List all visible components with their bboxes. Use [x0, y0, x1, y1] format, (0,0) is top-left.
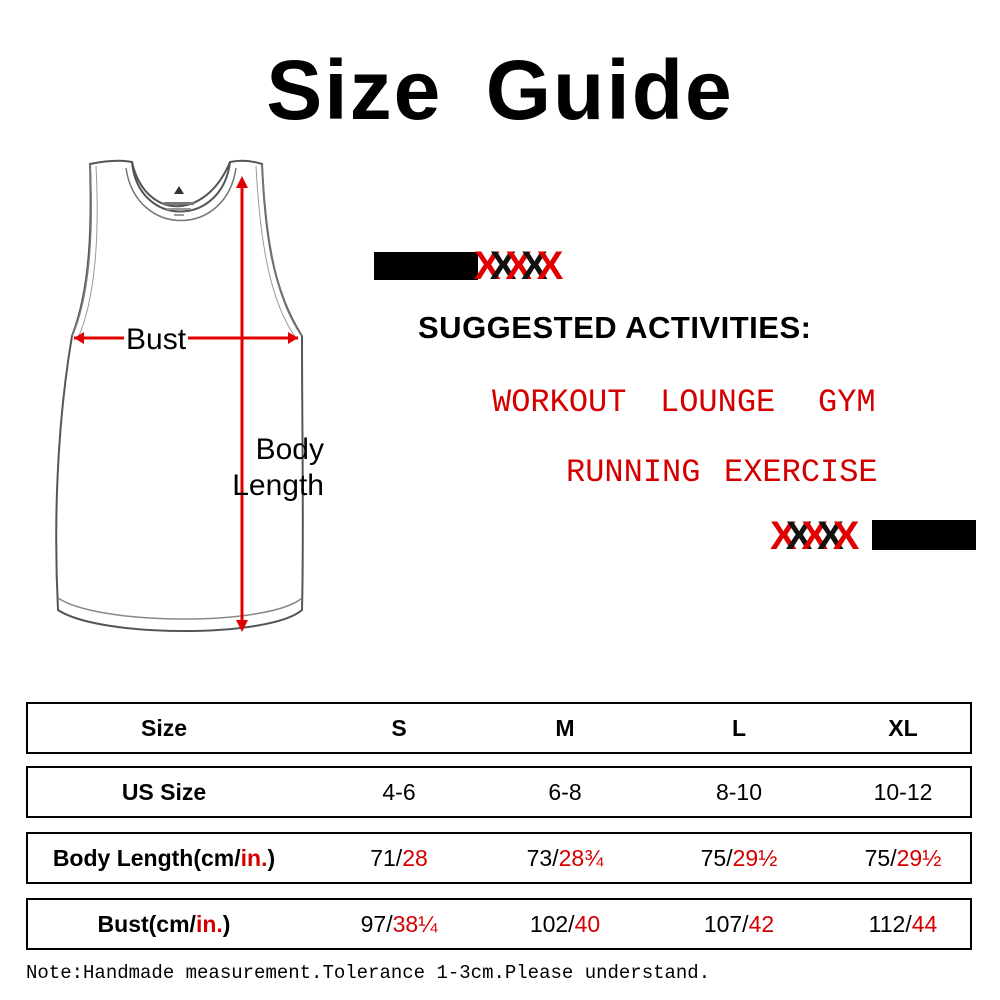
activity-running: RUNNING — [566, 454, 701, 491]
black-bar — [872, 520, 976, 550]
tank-top-drawing — [40, 150, 330, 660]
cm-value: 75/ — [864, 844, 897, 871]
us-size-s: 4-6 — [382, 778, 416, 805]
cm-value: 97/ — [360, 910, 393, 937]
cm-value: 71/ — [370, 844, 403, 871]
body-length-label-line1: Body — [255, 433, 324, 466]
us-size-label: US Size — [121, 778, 207, 805]
activity-exercise: EXERCISE — [724, 454, 878, 491]
in-value: 28 — [402, 844, 428, 871]
cm-value: 75/ — [700, 844, 733, 871]
in-value: 29½ — [732, 844, 778, 871]
in-value: 28¾ — [558, 844, 604, 871]
label-part: Bust(cm/ — [97, 910, 196, 937]
table-row-body-length — [26, 832, 972, 884]
size-l: L — [731, 714, 747, 741]
in-value: 42 — [748, 910, 775, 937]
bust-l — [664, 900, 814, 948]
us-size-l: 8-10 — [715, 778, 763, 805]
table-row-bust — [26, 898, 972, 950]
body-length-m — [490, 834, 640, 882]
label-part: Body Length(cm/ — [52, 844, 241, 871]
tank-top-illustration — [40, 150, 330, 660]
size-xl: XL — [888, 714, 918, 741]
in-value: 29½ — [896, 844, 942, 871]
body-length-l — [664, 834, 814, 882]
bust-m — [490, 900, 640, 948]
us-size-m: 6-8 — [548, 778, 582, 805]
activity-gym: GYM — [818, 384, 876, 421]
measurement-note: Note:Handmade measurement.Tolerance 1-3cm.Please understand. — [26, 962, 711, 984]
cm-value: 102/ — [529, 910, 575, 937]
activities-title: SUGGESTED ACTIVITIES: — [418, 310, 812, 345]
size-s: S — [391, 714, 407, 741]
label-part: ) — [267, 844, 276, 871]
activity-lounge: LOUNGE — [660, 384, 776, 421]
page-title: Size Guide — [266, 43, 734, 137]
cm-value: 107/ — [703, 910, 749, 937]
size-m: M — [555, 714, 575, 741]
in-value: 40 — [574, 910, 601, 937]
size-header-label: Size — [140, 714, 188, 741]
label-unit: in. — [240, 844, 268, 871]
in-value: 38¼ — [392, 910, 438, 937]
cm-value: 73/ — [526, 844, 559, 871]
bust-xl — [828, 900, 978, 948]
body-length-row-label — [28, 834, 300, 882]
activity-workout: WORKOUT — [492, 384, 627, 421]
black-bar — [374, 252, 478, 280]
label-part: ) — [222, 910, 231, 937]
cm-value: 112/ — [868, 910, 912, 937]
cross-pattern-icon: XXXXX — [474, 244, 553, 288]
body-length-xl — [828, 834, 978, 882]
bust-s — [324, 900, 474, 948]
body-length-label-line2: Length — [232, 469, 324, 502]
label-unit: in. — [195, 910, 223, 937]
bust-row-label — [28, 900, 300, 948]
in-value: 44 — [911, 910, 938, 937]
us-size-xl: 10-12 — [873, 778, 933, 805]
table-row-header — [26, 702, 972, 754]
body-length-label — [186, 432, 324, 504]
cross-pattern-icon: XXXXX — [770, 514, 849, 558]
bust-label: Bust — [126, 323, 187, 356]
table-row-us-size — [26, 766, 972, 818]
body-length-s — [324, 834, 474, 882]
